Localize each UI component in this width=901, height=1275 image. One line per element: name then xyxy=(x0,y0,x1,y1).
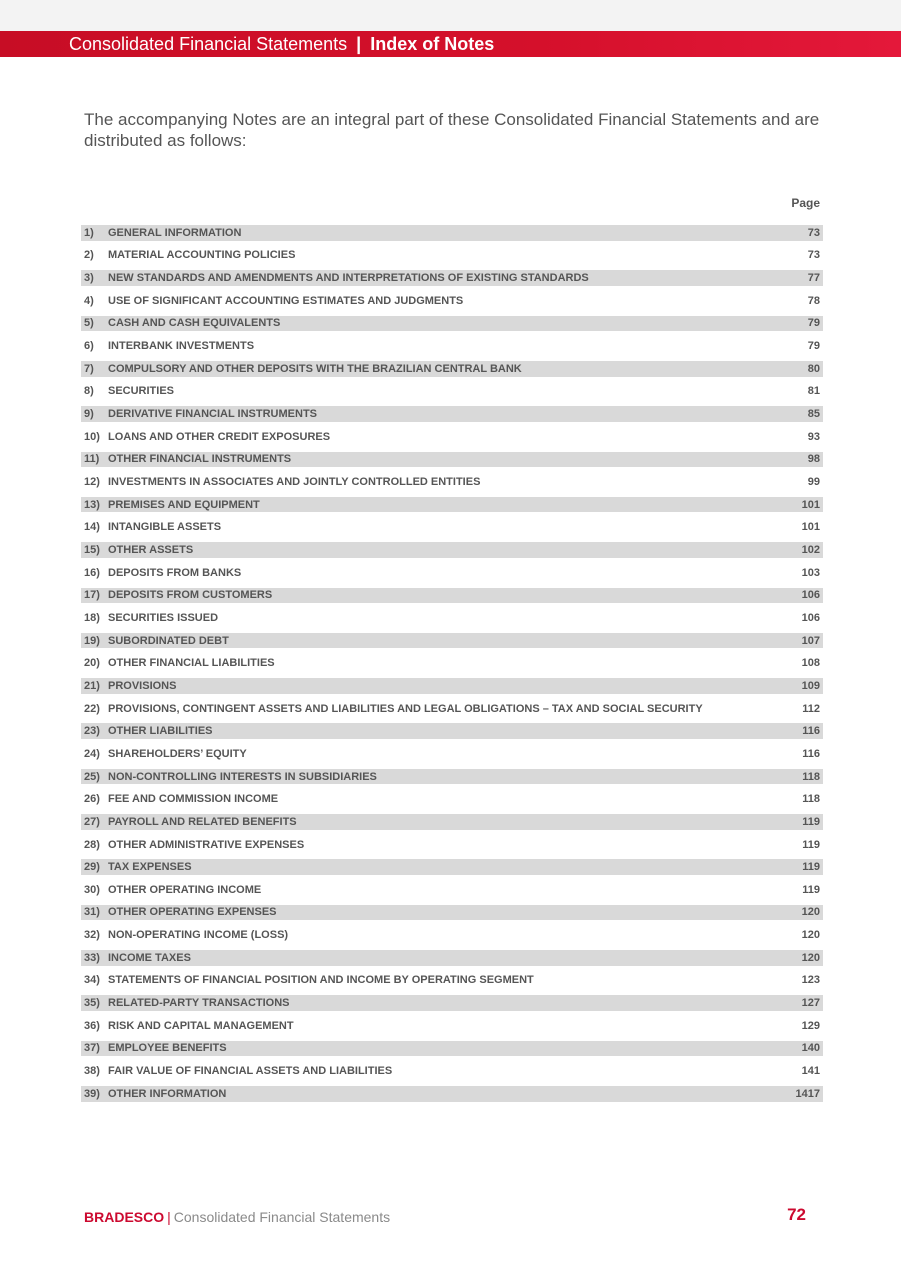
toc-page-number: 101 xyxy=(801,498,820,511)
toc-note-title: MATERIAL ACCOUNTING POLICIES xyxy=(108,249,296,262)
toc-note-number: 13) xyxy=(84,498,100,511)
toc-row[interactable] xyxy=(81,406,823,422)
toc-note-number: 16) xyxy=(84,566,100,579)
toc-page-number: 79 xyxy=(807,340,820,353)
toc-note-number: 39) xyxy=(84,1087,100,1100)
toc-note-number: 36) xyxy=(84,1019,100,1032)
toc-note-title: FAIR VALUE OF FINANCIAL ASSETS AND LIABILITIES xyxy=(108,1065,393,1078)
toc-note-number: 24) xyxy=(84,747,100,760)
toc-row[interactable] xyxy=(81,497,823,513)
toc-page-number: 119 xyxy=(802,838,820,851)
toc-row[interactable] xyxy=(81,474,823,490)
toc-note-number: 32) xyxy=(84,929,100,942)
toc-note-title: COMPULSORY AND OTHER DEPOSITS WITH THE BRAZILIAN CENTRAL BANK xyxy=(108,362,522,375)
toc-note-title: TAX EXPENSES xyxy=(108,861,192,874)
toc-note-number: 20) xyxy=(84,657,100,670)
toc-row[interactable] xyxy=(81,565,823,581)
toc-row[interactable] xyxy=(81,723,823,739)
toc-note-number: 33) xyxy=(84,951,100,964)
toc-row[interactable] xyxy=(81,769,823,785)
toc-note-number: 30) xyxy=(84,883,100,896)
toc-note-number: 31) xyxy=(84,906,100,919)
toc-page-number: 73 xyxy=(807,249,820,262)
toc-page-number: 120 xyxy=(801,929,820,942)
toc-page-number: 102 xyxy=(801,543,820,556)
toc-page-number: 119 xyxy=(802,815,820,828)
toc-page-number: 116 xyxy=(802,725,820,738)
toc-note-number: 8) xyxy=(84,385,94,398)
toc-page-number: 106 xyxy=(801,611,820,624)
toc-note-number: 38) xyxy=(84,1065,100,1078)
toc-row[interactable] xyxy=(81,655,823,671)
toc-page-number: 93 xyxy=(807,430,820,443)
toc-page-number: 119 xyxy=(802,861,820,874)
toc-page-number: 140 xyxy=(801,1042,820,1055)
toc-row[interactable] xyxy=(81,859,823,875)
toc-note-number: 37) xyxy=(84,1042,100,1055)
toc-row[interactable] xyxy=(81,610,823,626)
toc-note-number: 1) xyxy=(84,226,94,239)
toc-row[interactable] xyxy=(81,1086,823,1102)
toc-note-number: 7) xyxy=(84,362,94,375)
toc-note-title: SECURITIES xyxy=(108,385,175,398)
toc-page-number: 77 xyxy=(807,272,820,285)
toc-row[interactable] xyxy=(81,791,823,807)
header-separator: | xyxy=(356,34,362,54)
toc-note-number: 9) xyxy=(84,408,94,421)
toc-note-title: RISK AND CAPITAL MANAGEMENT xyxy=(108,1019,294,1032)
toc-row[interactable] xyxy=(81,973,823,989)
toc-page-number: 98 xyxy=(807,453,820,466)
toc-note-title: LOANS AND OTHER CREDIT EXPOSURES xyxy=(108,430,331,443)
footer-document-label xyxy=(84,1209,390,1225)
toc-note-title: DEPOSITS FROM BANKS xyxy=(108,566,242,579)
toc-page-number: 123 xyxy=(801,974,820,987)
toc-row[interactable] xyxy=(81,316,823,332)
toc-note-title: OTHER ASSETS xyxy=(108,543,194,556)
toc-page-number: 78 xyxy=(807,294,820,307)
toc-page-number: 79 xyxy=(807,317,820,330)
toc-row[interactable] xyxy=(81,678,823,694)
toc-row[interactable] xyxy=(81,950,823,966)
toc-page-number: 99 xyxy=(807,476,820,489)
toc-note-number: 12) xyxy=(84,476,100,489)
toc-page-number: 141 xyxy=(801,1065,820,1078)
header-title: Consolidated Financial Statements xyxy=(69,34,348,54)
toc-page-number: 116 xyxy=(802,747,820,760)
toc-row[interactable] xyxy=(81,225,823,241)
toc-row[interactable] xyxy=(81,927,823,943)
toc-note-title: OTHER OPERATING INCOME xyxy=(108,883,262,896)
toc-row[interactable] xyxy=(81,293,823,309)
notes-index-list xyxy=(81,225,823,1109)
toc-note-title: OTHER FINANCIAL LIABILITIES xyxy=(108,657,275,670)
toc-page-number: 73 xyxy=(807,226,820,239)
toc-note-title: GENERAL INFORMATION xyxy=(108,226,242,239)
footer-brand: BRADESCO xyxy=(84,1209,165,1225)
toc-note-title: PROVISIONS, CONTINGENT ASSETS AND LIABILITIES AND LEGAL OBLIGATIONS – TAX AND SOCIAL SECURITY xyxy=(108,702,703,715)
toc-row[interactable] xyxy=(81,1041,823,1057)
toc-note-title: NON-CONTROLLING INTERESTS IN SUBSIDIARIES xyxy=(108,770,377,783)
toc-page-number: 101 xyxy=(801,521,820,534)
toc-page-number: 129 xyxy=(801,1019,820,1032)
toc-note-number: 34) xyxy=(84,974,100,987)
toc-note-title: FEE AND COMMISSION INCOME xyxy=(108,793,279,806)
toc-row[interactable] xyxy=(81,814,823,830)
toc-note-number: 25) xyxy=(84,770,100,783)
toc-note-title: DERIVATIVE FINANCIAL INSTRUMENTS xyxy=(108,408,318,421)
toc-note-title: SUBORDINATED DEBT xyxy=(108,634,229,647)
toc-note-title: STATEMENTS OF FINANCIAL POSITION AND INCOME BY OPERATING SEGMENT xyxy=(108,974,534,987)
toc-note-title: NON-OPERATING INCOME (LOSS) xyxy=(108,929,289,942)
toc-row[interactable] xyxy=(81,633,823,649)
toc-page-number: 112 xyxy=(802,702,820,715)
intro-paragraph: The accompanying Notes are an integral part of these Consolidated Financial Statements and are distributed as follows: xyxy=(84,110,820,150)
toc-row[interactable] xyxy=(81,248,823,264)
toc-page-number: 109 xyxy=(801,679,820,692)
toc-note-title: SHAREHOLDERS’ EQUITY xyxy=(108,747,247,760)
toc-note-title: EMPLOYEE BENEFITS xyxy=(108,1042,227,1055)
toc-note-title: INCOME TAXES xyxy=(108,951,191,964)
top-margin-strip xyxy=(0,0,901,31)
toc-note-title: OTHER FINANCIAL INSTRUMENTS xyxy=(108,453,292,466)
toc-row[interactable] xyxy=(81,429,823,445)
toc-row[interactable] xyxy=(81,882,823,898)
toc-note-title: INVESTMENTS IN ASSOCIATES AND JOINTLY CONTROLLED ENTITIES xyxy=(108,476,481,489)
toc-row[interactable] xyxy=(81,384,823,400)
toc-note-number: 11) xyxy=(84,453,100,466)
page-number: 72 xyxy=(787,1205,806,1224)
toc-row[interactable] xyxy=(81,746,823,762)
toc-page-number: 108 xyxy=(801,657,820,670)
toc-row[interactable] xyxy=(81,905,823,921)
toc-note-number: 28) xyxy=(84,838,100,851)
toc-note-number: 26) xyxy=(84,793,100,806)
toc-note-number: 19) xyxy=(84,634,100,647)
toc-note-title: PROVISIONS xyxy=(108,679,177,692)
toc-page-number: 80 xyxy=(807,362,820,375)
toc-note-title: OTHER LIABILITIES xyxy=(108,725,213,738)
toc-note-title: SECURITIES ISSUED xyxy=(108,611,219,624)
page-column-label: Page xyxy=(791,196,820,210)
toc-row[interactable] xyxy=(81,338,823,354)
toc-page-number: 81 xyxy=(807,385,820,398)
toc-note-number: 27) xyxy=(84,815,100,828)
toc-note-number: 29) xyxy=(84,861,100,874)
toc-page-number: 1417 xyxy=(795,1087,820,1100)
toc-note-number: 14) xyxy=(84,521,100,534)
toc-row[interactable] xyxy=(81,1018,823,1034)
toc-note-number: 5) xyxy=(84,317,94,330)
toc-note-number: 2) xyxy=(84,249,94,262)
toc-row[interactable] xyxy=(81,542,823,558)
toc-note-title: PAYROLL AND RELATED BENEFITS xyxy=(108,815,297,828)
toc-page-number: 118 xyxy=(802,793,820,806)
toc-row[interactable] xyxy=(81,701,823,717)
toc-row[interactable] xyxy=(81,1063,823,1079)
toc-row[interactable] xyxy=(81,270,823,286)
toc-note-number: 10) xyxy=(84,430,100,443)
toc-note-title: USE OF SIGNIFICANT ACCOUNTING ESTIMATES AND JUDGMENTS xyxy=(108,294,464,307)
toc-note-title: OTHER INFORMATION xyxy=(108,1087,227,1100)
toc-note-title: DEPOSITS FROM CUSTOMERS xyxy=(108,589,273,602)
toc-page-number: 119 xyxy=(802,883,820,896)
header-bar xyxy=(0,31,901,57)
toc-page-number: 85 xyxy=(807,408,820,421)
footer-document-title: Consolidated Financial Statements xyxy=(173,1209,391,1225)
toc-row[interactable] xyxy=(81,588,823,604)
toc-note-title: PREMISES AND EQUIPMENT xyxy=(108,498,260,511)
toc-page-number: 120 xyxy=(801,951,820,964)
toc-note-title: INTERBANK INVESTMENTS xyxy=(108,340,255,353)
toc-note-number: 21) xyxy=(84,679,100,692)
toc-note-title: RELATED-PARTY TRANSACTIONS xyxy=(108,997,290,1010)
toc-row[interactable] xyxy=(81,995,823,1011)
toc-note-title: OTHER OPERATING EXPENSES xyxy=(108,906,277,919)
toc-row[interactable] xyxy=(81,520,823,536)
toc-page-number: 120 xyxy=(801,906,820,919)
toc-note-number: 3) xyxy=(84,272,94,285)
header-section-title: Index of Notes xyxy=(370,34,495,54)
toc-page-number: 107 xyxy=(801,634,820,647)
toc-note-number: 6) xyxy=(84,340,94,353)
toc-note-number: 18) xyxy=(84,611,100,624)
toc-note-title: CASH AND CASH EQUIVALENTS xyxy=(108,317,281,330)
footer-separator: | xyxy=(167,1209,171,1225)
toc-page-number: 106 xyxy=(801,589,820,602)
toc-note-title: NEW STANDARDS AND AMENDMENTS AND INTERPRETATIONS OF EXISTING STANDARDS xyxy=(108,272,589,285)
toc-note-number: 15) xyxy=(84,543,100,556)
toc-row[interactable] xyxy=(81,837,823,853)
toc-note-number: 35) xyxy=(84,997,100,1010)
toc-page-number: 118 xyxy=(802,770,820,783)
toc-page-number: 127 xyxy=(801,997,820,1010)
toc-note-number: 23) xyxy=(84,725,100,738)
toc-note-number: 22) xyxy=(84,702,100,715)
toc-note-number: 17) xyxy=(84,589,100,602)
toc-note-number: 4) xyxy=(84,294,94,307)
toc-row[interactable] xyxy=(81,452,823,468)
toc-note-title: INTANGIBLE ASSETS xyxy=(108,521,222,534)
toc-row[interactable] xyxy=(81,361,823,377)
toc-note-title: OTHER ADMINISTRATIVE EXPENSES xyxy=(108,838,305,851)
toc-page-number: 103 xyxy=(801,566,820,579)
